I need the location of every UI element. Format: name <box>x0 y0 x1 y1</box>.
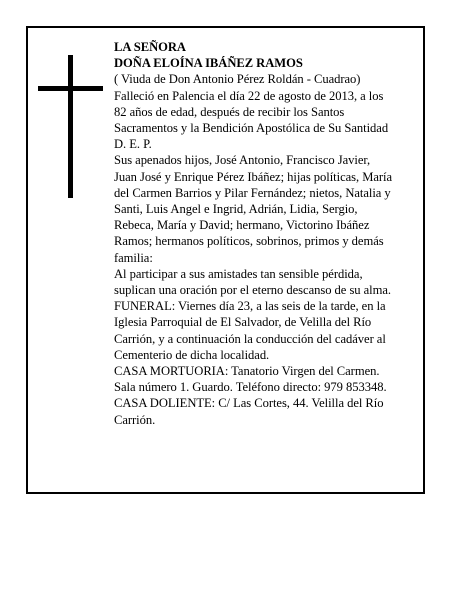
notice-title: LA SEÑORA <box>114 40 186 54</box>
cross-icon-vertical-bar <box>68 55 73 198</box>
family-line-5: Rebeca, María y David; hermano, Victorino Ibáñez <box>114 218 370 233</box>
prayer-line-1: Al participar a sus amistades tan sensible pérdida, <box>114 266 363 281</box>
widow-note: ( Viuda de Don Antonio Pérez Roldán - Cuadrao) <box>114 72 361 87</box>
deceased-name: DOÑA ELOÍNA IBÁÑEZ RAMOS <box>114 56 303 71</box>
rip-line: D. E. P. <box>114 137 152 152</box>
death-line-1: Falleció en Palencia el día 22 de agosto de 2013, a los <box>114 88 384 103</box>
mourning-house-line-2: Carrión. <box>114 412 156 427</box>
funeral-line-3: Carrión, y a continuación la conducción del cadáver al <box>114 331 386 346</box>
mortuary-line-2: Sala número 1. Guardo. Teléfono directo: 979 853348. <box>114 380 387 395</box>
funeral-line-2: Iglesia Parroquial de El Salvador, de Velilla del Río <box>114 315 372 330</box>
family-line-1: Sus apenados hijos, José Antonio, Francisco Javier, <box>114 153 371 168</box>
mourning-house-line-1: CASA DOLIENTE: C/ Las Cortes, 44. Velilla del Río <box>114 396 384 411</box>
death-line-3: Sacramentos y la Bendición Apostólica de Su Santidad <box>114 121 389 136</box>
funeral-line-1: FUNERAL: Viernes día 23, a las seis de la tarde, en la <box>114 299 386 314</box>
death-line-2: 82 años de edad, después de recibir los Santos <box>114 104 345 119</box>
family-line-3: del Carmen Barrios y Pilar Fernández; nietos, Natalia y <box>114 185 391 200</box>
prayer-line-2: suplican una oración por el eterno descanso de su alma. <box>114 283 392 298</box>
funeral-line-4: Cementerio de dicha localidad. <box>114 347 270 362</box>
mortuary-line-1: CASA MORTUORIA: Tanatorio Virgen del Carmen. <box>114 364 380 379</box>
family-line-7: familia: <box>114 250 153 265</box>
cross-icon-horizontal-bar <box>38 86 103 91</box>
obituary-text <box>114 39 419 428</box>
family-line-2: Juan José y Enrique Pérez Ibáñez; hijas políticas, María <box>114 169 393 184</box>
family-line-4: Santi, Luis Angel e Ingrid, Adrián, Lidia, Sergio, <box>114 202 358 217</box>
family-line-6: Ramos; hermanos políticos, sobrinos, primos y demás <box>114 234 384 249</box>
